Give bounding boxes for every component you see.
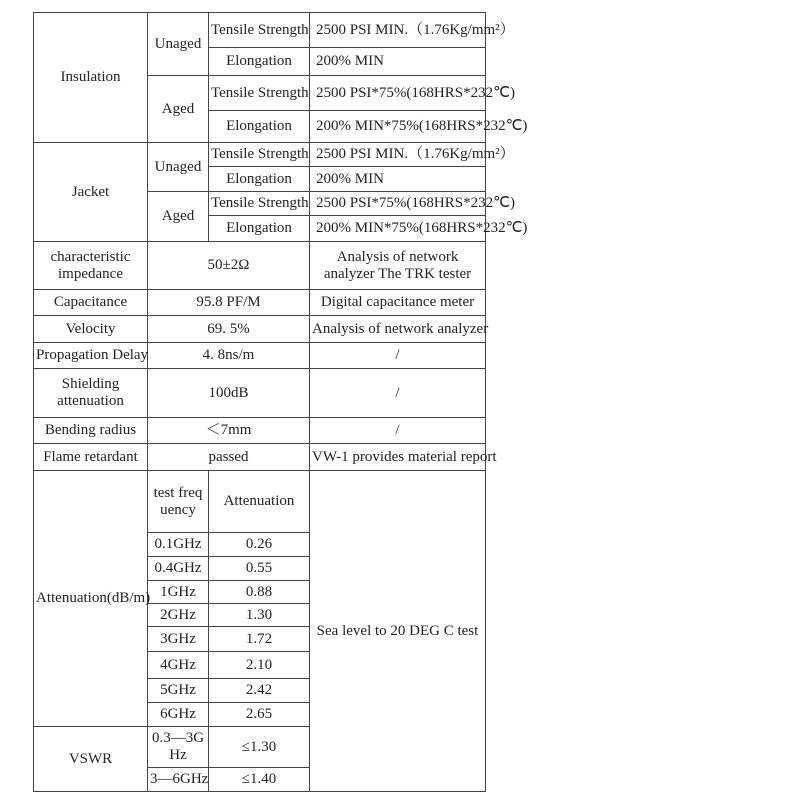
spec-table [33,12,528,792]
att: 0.55 [209,557,310,581]
param-value: 2500 PSI*75%(168HRS*232℃) [310,76,486,111]
row-label: characteristic impedance [34,242,148,290]
att-header: Attenuation [209,471,310,533]
row-value: passed [148,444,310,471]
freq: 0.4GHz [148,557,209,581]
att: 1.30 [209,604,310,627]
freq: 5GHz [148,679,209,703]
param-label: Elongation [209,216,310,242]
row-label: Capacitance [34,290,148,316]
att: 0.88 [209,581,310,604]
freq: 3GHz [148,627,209,652]
row-method: / [310,369,486,418]
jacket-unaged: Unaged [148,143,209,192]
row-value: 95.8 PF/M [148,290,310,316]
att: 1.72 [209,627,310,652]
param-value: 2500 PSI*75%(168HRS*232℃) [310,192,486,216]
row-value: ＜7mm [148,418,310,444]
param-value: 200% MIN*75%(168HRS*232℃) [310,216,486,242]
row-method: Digital capacitance meter [310,290,486,316]
freq: 1GHz [148,581,209,604]
freq: 2GHz [148,604,209,627]
param-label: Tensile Strength [209,143,310,167]
param-value: 200% MIN [310,167,486,192]
freq: 6GHz [148,703,209,727]
row-label: Shielding attenuation [34,369,148,418]
row-label: Bending radius [34,418,148,444]
row-method: Analysis of network analyzer The TRK tester [310,242,486,290]
row-value: 100dB [148,369,310,418]
attenuation-note: Sea level to 20 DEG C test [310,471,486,792]
freq: 4GHz [148,652,209,679]
param-label: Tensile Strength [209,76,310,111]
param-label: Elongation [209,48,310,76]
jacket-aged: Aged [148,192,209,242]
row-method: VW-1 provides material report [310,444,486,471]
att: 2.10 [209,652,310,679]
row-label: Flame retardant [34,444,148,471]
vswr-value: ≤1.30 [209,727,310,768]
att: 2.42 [209,679,310,703]
freq-header: test frequency [148,471,209,533]
param-value: 2500 PSI MIN.（1.76Kg/mm²） [310,143,486,167]
param-label: Elongation [209,111,310,143]
row-value: 4. 8ns/m [148,343,310,369]
att: 0.26 [209,533,310,557]
row-label: Velocity [34,316,148,343]
row-method: / [310,418,486,444]
vswr-value: ≤1.40 [209,768,310,792]
attenuation-label: Attenuation(dB/m) [34,471,148,727]
param-label: Elongation [209,167,310,192]
vswr-label: VSWR [34,727,148,792]
row-value: 69. 5% [148,316,310,343]
insulation-unaged: Unaged [148,13,209,76]
insulation-aged: Aged [148,76,209,143]
param-label: Tensile Strength [209,192,310,216]
row-method: / [310,343,486,369]
vswr-freq: 0.3—3GHz [148,727,209,768]
param-label: Tensile Strength [209,13,310,48]
param-value: 200% MIN*75%(168HRS*232℃) [310,111,486,143]
row-method: Analysis of network analyzer [310,316,486,343]
insulation-label: Insulation [34,13,148,143]
param-value: 200% MIN [310,48,486,76]
att: 2.65 [209,703,310,727]
jacket-label: Jacket [34,143,148,242]
param-value: 2500 PSI MIN.（1.76Kg/mm²） [310,13,486,48]
row-label: Propagation Delay [34,343,148,369]
freq: 0.1GHz [148,533,209,557]
vswr-freq: 3—6GHz [148,768,209,792]
row-value: 50±2Ω [148,242,310,290]
